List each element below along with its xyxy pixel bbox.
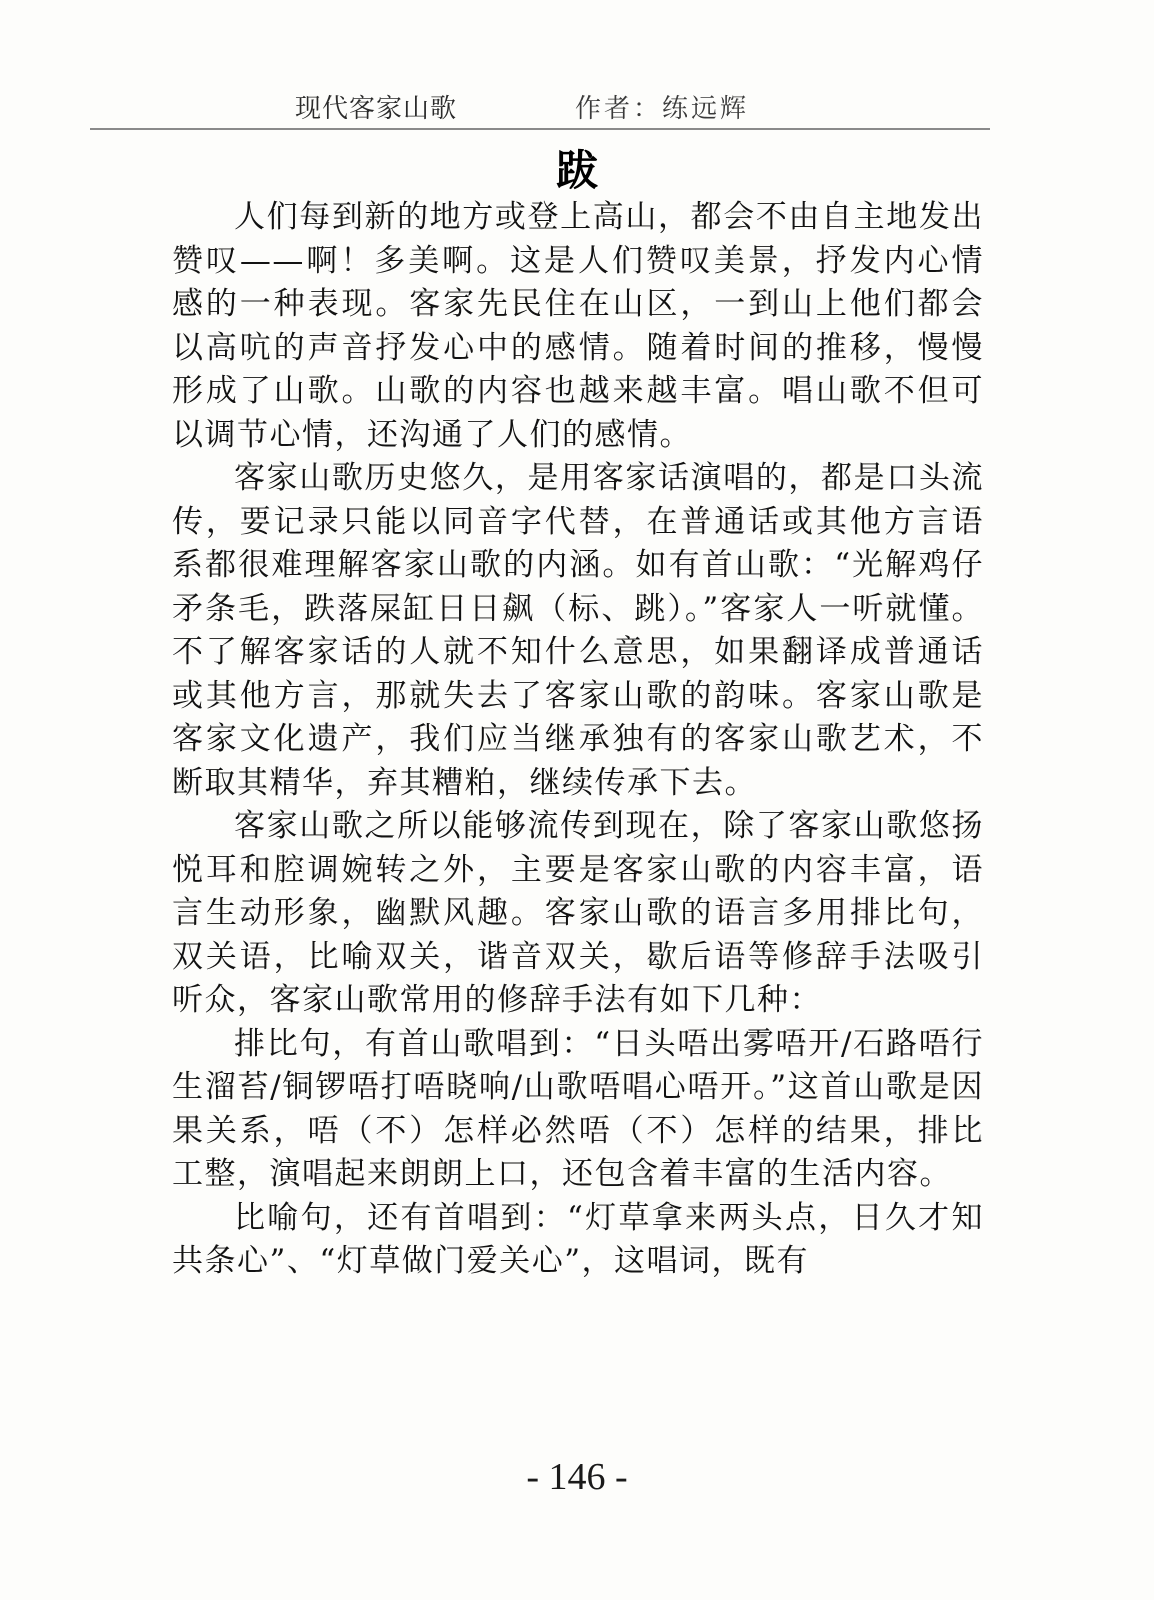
body-text	[172, 196, 984, 1284]
book-title: 现代客家山歌	[295, 94, 458, 124]
author-credit: 作者：练远辉	[575, 94, 750, 124]
paragraph: 人们每到新的地方或登上高山，都会不由自主地发出赞叹——啊！多美啊。这是人们赞叹美景，抒发内心情感的一种表现。客家先民住在山区，一到山上他们都会以高吭的声音抒发心中的感情。随着时间的推移，慢慢形成了山歌。山歌的内容也越来越丰富。唱山歌不但可以调节心情，还沟通了人们的感情。	[172, 199, 984, 453]
page-number: - 146 -	[526, 1456, 628, 1498]
paragraph: 比喻句，还有首唱到：“灯草拿来两头点，日久才知共条心”、“灯草做门爱关心”，这唱词，既有	[172, 1199, 984, 1279]
paragraph: 客家山歌历史悠久，是用客家话演唱的，都是口头流传，要记录只能以同音字代替，在普通话或其他方言语系都很难理解客家山歌的内涵。如有首山歌：“光解鸡仔矛条毛，跌落屎缸日日飙（标、跳）。”客家人一听就懂。不了解客家话的人就不知什么意思，如果翻译成普通话或其他方言，那就失去了客家山歌的韵味。客家山歌是客家文化遗产，我们应当继承独有的客家山歌艺术，不断取其精华，弃其糟粕，继续传承下去。	[172, 460, 984, 801]
section-title: 跋	[555, 146, 598, 195]
paragraph: 排比句，有首山歌唱到：“日头唔出雾唔开/石路唔行生溜苔/铜锣唔打唔晓响/山歌唔唱心唔开。”这首山歌是因果关系，唔（不）怎样必然唔（不）怎样的结果，排比工整，演唱起来朗朗上口，还包含着丰富的生活内容。	[172, 1025, 984, 1192]
paragraph: 客家山歌之所以能够流传到现在，除了客家山歌悠扬悦耳和腔调婉转之外，主要是客家山歌的内容丰富，语言生动形象，幽默风趣。客家山歌的语言多用排比句，双关语，比喻双关，谐音双关，歇后语等修辞手法吸引听众，客家山歌常用的修辞手法有如下几种：	[172, 808, 984, 1018]
running-header	[90, 88, 990, 130]
